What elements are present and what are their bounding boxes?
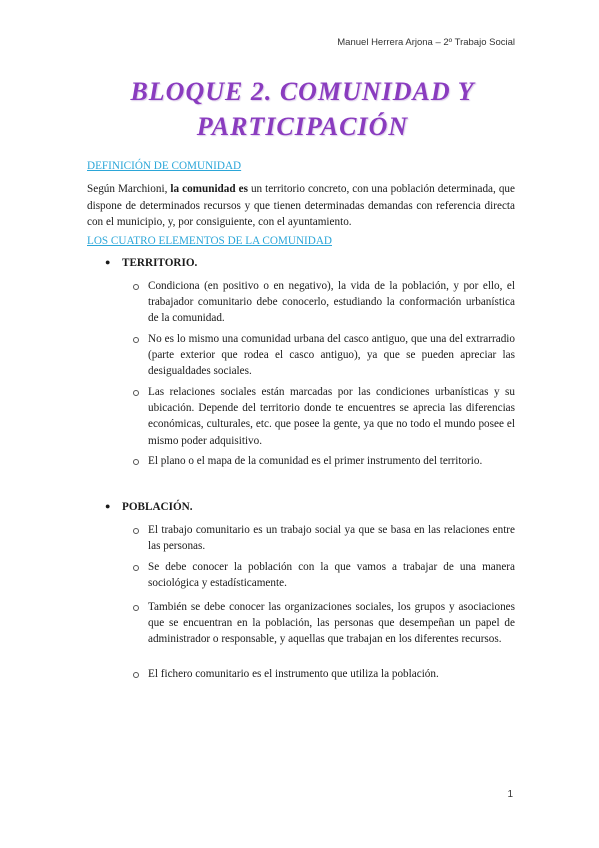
bullet-label: POBLACIÓN.: [122, 501, 193, 513]
circle-bullet-icon: [133, 605, 139, 611]
list-item-text: Las relaciones sociales están marcadas por las condiciones urbanísticas y su ubicación. Depende del territorio donde te encuentres se aprecia las diferencias económicas, culturales, etc. que posee la gente, ya que no todo el mundo posee el mismo poder adquisitivo.: [148, 386, 515, 447]
list-item: [133, 453, 515, 469]
page-number: 1: [507, 789, 513, 800]
bullet-label: TERRITORIO.: [122, 257, 198, 269]
circle-bullet-icon: [133, 565, 139, 571]
circle-bullet-icon: [133, 459, 139, 465]
list-item: [133, 559, 515, 591]
circle-bullet-icon: [133, 337, 139, 343]
circle-bullet-icon: [133, 284, 139, 290]
page-header: Manuel Herrera Arjona – 2º Trabajo Social: [337, 37, 515, 48]
bullet-dot-icon: ●: [105, 257, 111, 267]
title-line-1: BLOQUE 2. COMUNIDAD Y: [130, 77, 475, 106]
list-item: [133, 384, 515, 449]
list-item: [133, 331, 515, 380]
definition-bold: la comunidad es: [170, 183, 248, 195]
definition-prefix: Según Marchioni,: [87, 183, 171, 195]
list-item: [133, 599, 515, 648]
list-item-text: También se debe conocer las organizaciones sociales, los grupos y asociaciones que se encuentran en la población, las personas que desempeñan un papel de administrador o responsable, y aquellas que trabajan en los diferentes recursos.: [148, 601, 515, 646]
bullet-dot-icon: ●: [105, 501, 111, 511]
elements-heading: LOS CUATRO ELEMENTOS DE LA COMUNIDAD: [87, 235, 332, 247]
page-title: [60, 74, 545, 144]
circle-bullet-icon: [133, 528, 139, 534]
list-item-text: El plano o el mapa de la comunidad es el primer instrumento del territorio.: [148, 455, 483, 467]
list-item-text: Condiciona (en positivo o en negativo), la vida de la población, y por ello, el trabajador comunitario debe conocerlo, estudiando la conformación urbanística de la comunidad.: [148, 280, 515, 325]
list-item: [133, 522, 515, 554]
list-item: [133, 278, 515, 327]
list-item-text: El trabajo comunitario es un trabajo social ya que se basa en las relaciones entre las personas.: [148, 524, 515, 553]
list-item-text: El fichero comunitario es el instrumento que utiliza la población.: [148, 668, 439, 680]
list-item: [133, 666, 515, 682]
circle-bullet-icon: [133, 390, 139, 396]
list-item-text: Se debe conocer la población con la que vamos a trabajar de una manera sociológica y estadísticamente.: [148, 561, 515, 590]
list-item-text: No es lo mismo una comunidad urbana del casco antiguo, que una del extrarradio (parte exterior que rodea el casco antiguo), ya que se pueden apreciar las desigualdades sociales.: [148, 333, 515, 378]
definition-paragraph: [87, 181, 515, 231]
definition-heading: DEFINICIÓN DE COMUNIDAD: [87, 160, 242, 172]
title-line-2: PARTICIPACIÓN: [196, 112, 409, 141]
circle-bullet-icon: [133, 672, 139, 678]
definition-rest: un territorio concreto, con una población determinada, que dispone de determinados recursos y que tienen determinadas demandas con referencia directa con el municipio, y, por consiguiente, con el ayuntamiento.: [87, 183, 515, 228]
